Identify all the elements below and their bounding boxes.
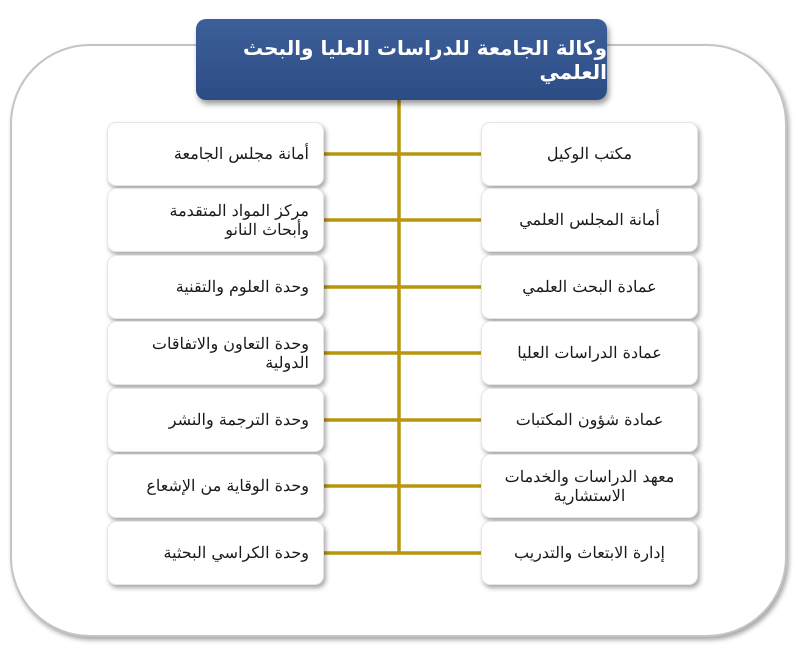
unit-box-university-council [107,122,324,186]
unit-label: عمادة شؤون المكتبات [515,410,664,430]
unit-label: عمادة الدراسات العليا [517,343,662,363]
unit-label: عمادة البحث العلمي [522,277,657,297]
unit-box-scientific-council [481,188,698,252]
unit-box-international-cooperation [107,321,324,385]
unit-label: وحدة الترجمة والنشر [168,410,309,430]
unit-label: وحدة الوقاية من الإشعاع [146,476,309,496]
unit-box-research-deanship [481,255,698,319]
unit-label: معهد الدراسات والخدمات الاستشارية [504,466,675,505]
unit-box-vice-office [481,122,698,186]
unit-label: مكتب الوكيل [546,144,633,164]
unit-box-libraries-deanship [481,388,698,452]
unit-label: مركز المواد المتقدمة وأبحاث النانو [169,200,309,239]
header-box [196,19,607,100]
unit-box-science-tech [107,255,324,319]
unit-box-graduate-deanship [481,321,698,385]
unit-box-radiation-protection [107,454,324,518]
unit-box-scholarship-training [481,521,698,585]
unit-box-nano-center [107,188,324,252]
unit-label: وحدة العلوم والتقنية [175,277,309,297]
unit-box-consulting-institute [481,454,698,518]
unit-label: إدارة الابتعاث والتدريب [514,543,665,563]
unit-box-research-chairs [107,521,324,585]
unit-label: وحدة الكراسي البحثية [163,543,309,563]
unit-box-translation-publishing [107,388,324,452]
unit-label: أمانة المجلس العلمي [519,210,660,230]
header-title: وكالة الجامعة للدراسات العليا والبحث العلمي [242,35,607,84]
unit-label: وحدة التعاون والاتفاقات الدولية [151,333,309,372]
unit-label: أمانة مجلس الجامعة [173,144,309,164]
